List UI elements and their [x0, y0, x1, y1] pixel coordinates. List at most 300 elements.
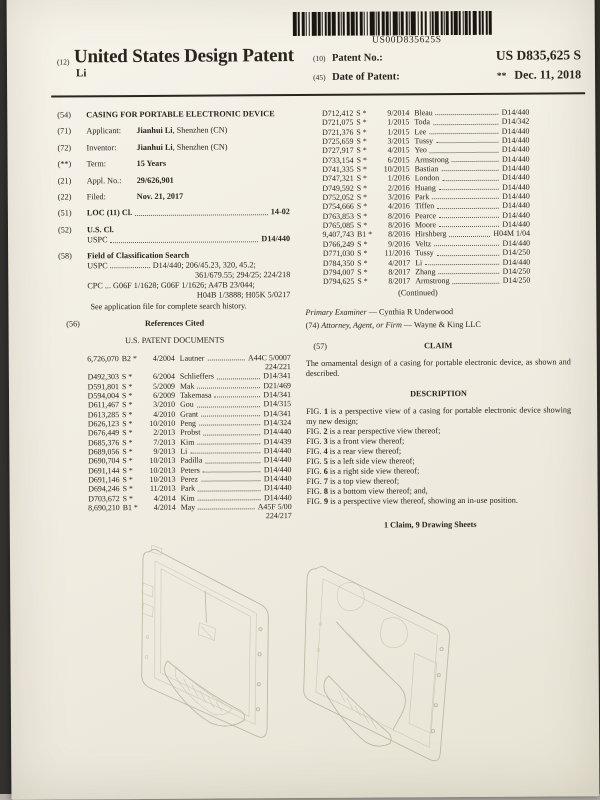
dot-leader — [198, 484, 261, 492]
ref-kind-code: S * — [122, 465, 133, 475]
fig-number: 6 — [323, 466, 328, 476]
uspc-label: USPC — [87, 234, 108, 245]
ref-patent-number: D694,246 — [88, 484, 120, 494]
claim-section — [306, 340, 571, 379]
fig-text: is a top view thereof; — [327, 475, 400, 486]
ref-kind-code: S * — [121, 381, 133, 391]
ref-patent-number: D752,052 — [322, 192, 354, 202]
ref-kind-code: S * — [356, 211, 368, 221]
fig-word: FIG. — [306, 476, 324, 486]
us-patent-documents-heading: U.S. PATENT DOCUMENTS — [125, 334, 225, 345]
ref-inventor-name: Mak — [179, 381, 195, 391]
ref-date: 4/2004 — [152, 353, 175, 363]
header-divider — [51, 92, 585, 97]
ref-classification: D14/440 — [263, 455, 292, 465]
references-cited-heading — [59, 318, 291, 329]
ref-date: 9/2014 — [387, 108, 410, 118]
dot-leader — [439, 211, 499, 219]
ref-patent-number: D691,144 — [88, 465, 120, 475]
fig-number: 1 — [323, 406, 329, 416]
ref-kind-code: S * — [357, 248, 368, 258]
search-line: CPC ... G06F 1/1628; G06F 1/1626; A47B 23/044; — [87, 280, 255, 291]
field-tag: (74) — [305, 320, 320, 330]
ref-patent-number: D721,075 — [321, 118, 354, 128]
dot-leader — [197, 437, 260, 445]
separator: — — [401, 319, 415, 329]
barcode-text: US00D835625S — [372, 35, 442, 46]
ref-classification: A44C 5/0007 — [247, 352, 291, 362]
loc-value: 14-02 — [270, 207, 290, 217]
ref-inventor-name: Hirshberg — [414, 229, 447, 239]
ref-inventor-name: Lautner — [179, 353, 205, 363]
ref-date: 1/2016 — [387, 173, 410, 183]
field-72-inventor — [57, 142, 289, 153]
ref-classification: D14/324 — [263, 417, 292, 428]
ref-patent-number: D766,249 — [322, 239, 355, 249]
ref-classification-continued: 224/221 — [264, 361, 291, 372]
ref-kind-code: S * — [356, 136, 367, 146]
dot-leader — [198, 502, 255, 510]
search-line: 361/679.55; 294/25; 224/218 — [194, 270, 291, 280]
ref-inventor-name: Zhang — [415, 267, 436, 277]
dot-leader — [207, 353, 245, 361]
ref-kind-code: S * — [122, 400, 133, 410]
field-tag: (52) — [57, 225, 72, 235]
ref-inventor-name: Tussy — [414, 136, 434, 146]
ref-date: 3/2010 — [153, 400, 176, 410]
ref-classification: D14/439 — [263, 436, 292, 446]
ref-kind-code: S * — [356, 108, 367, 118]
ref-kind-code: S * — [122, 484, 133, 494]
fig-word: FIG. — [306, 436, 324, 446]
page-header — [57, 44, 581, 89]
ref-patent-number: D747,321 — [322, 174, 354, 184]
ref-classification: D14/440 — [501, 107, 530, 117]
ref-classification: D14/440 — [263, 464, 292, 474]
examiner-name: Cynthia R Underwood — [378, 306, 454, 317]
claims-sheets-note: 1 Claim, 9 Drawing Sheets — [383, 519, 477, 530]
barcode-gap — [491, 11, 492, 35]
ref-classification: D14/250 — [502, 275, 531, 285]
ref-kind-code: B1 * — [357, 230, 373, 240]
ref-patent-number: D690,704 — [88, 456, 120, 466]
uspc-value: D14/440 — [261, 233, 291, 243]
patent-no-label: Patent No.: — [331, 52, 383, 64]
ref-date: 8/2016 — [388, 220, 410, 230]
ref-date: 10/2013 — [149, 465, 176, 475]
search-line: USPC .................... D14/440; 206/45.23, 320, 45.2; — [87, 260, 256, 271]
ref-classification: D14/341 — [263, 408, 292, 418]
ref-date: 8/2017 — [388, 267, 411, 277]
ref-date: 3/2015 — [387, 136, 410, 146]
header-patent-info — [313, 44, 581, 88]
two-column-body — [57, 100, 572, 532]
dot-leader — [201, 409, 260, 417]
figure-description-line — [306, 405, 571, 427]
applicant-label: Applicant: — [86, 126, 121, 136]
ref-kind-code: S * — [356, 174, 368, 184]
figure-2-drawing — [296, 563, 455, 778]
fig-word: FIG. — [306, 496, 324, 506]
ref-date: 4/2014 — [153, 502, 176, 512]
page-title: United States Design Patent — [73, 45, 294, 68]
field-tag: (57) — [313, 341, 328, 351]
dot-leader — [425, 257, 499, 265]
patent-number-row — [313, 47, 581, 65]
ref-date: 7/2013 — [153, 437, 176, 447]
ref-kind-code: S * — [356, 220, 368, 230]
ref-date: 1/2015 — [387, 117, 410, 127]
references-list-right — [304, 108, 530, 287]
ref-kind-code: S * — [122, 409, 133, 419]
dot-leader — [430, 145, 499, 153]
ref-inventor-name: Li — [415, 257, 423, 267]
dot-leader — [111, 234, 259, 243]
dot-leader — [199, 418, 261, 426]
ref-patent-number: D691,146 — [88, 475, 120, 485]
search-line: H04B 1/3888; H05K 5/0217 — [196, 290, 291, 300]
doc-type-tag: (12) — [56, 57, 70, 67]
description-section — [306, 388, 572, 507]
ref-date: 4/2016 — [387, 201, 410, 211]
ref-date: 10/2013 — [149, 474, 176, 484]
left-column — [57, 109, 292, 532]
claim-heading-row — [306, 340, 571, 352]
dot-leader — [437, 201, 499, 209]
figure-1-drawing — [131, 544, 274, 747]
ref-inventor-name: Bleau — [414, 108, 433, 118]
dot-leader — [437, 248, 500, 256]
dot-leader — [217, 371, 260, 379]
ref-kind-code: S * — [356, 192, 368, 202]
barcode — [293, 11, 521, 46]
ref-inventor-name: Grant — [180, 409, 199, 419]
ref-classification: D14/440 — [502, 173, 530, 183]
ref-patent-number: D733,154 — [322, 155, 354, 165]
ref-patent-number: D613,285 — [87, 409, 120, 419]
ref-kind-code: S * — [122, 456, 133, 466]
ref-classification: D14/440 — [501, 163, 530, 173]
ref-kind-code: S * — [356, 145, 367, 156]
figure-descriptions — [306, 405, 572, 507]
ref-kind-code: S * — [356, 164, 367, 174]
ref-kind-code: S * — [357, 276, 368, 286]
dot-leader — [442, 173, 499, 181]
filed-value: Nov. 21, 2017 — [136, 191, 184, 201]
ref-date: 9/2013 — [153, 446, 176, 456]
ref-inventor-name: Toda — [414, 117, 431, 127]
fig-number: 4 — [323, 446, 328, 456]
ref-kind-code: B2 * — [121, 353, 137, 363]
ref-patent-number: D594,004 — [87, 391, 120, 401]
ref-classification: D14/440 — [263, 492, 292, 502]
dot-leader — [436, 108, 499, 116]
ref-inventor-name: Kim — [180, 437, 195, 447]
ref-inventor-name: Peng — [180, 418, 196, 428]
fig-text: is a rear view thereof; — [327, 445, 402, 456]
fig-number: 2 — [323, 426, 328, 436]
dot-leader — [432, 192, 499, 200]
ref-kind-code: B1 * — [122, 503, 138, 513]
ref-kind-code: S * — [356, 183, 368, 193]
ref-classification: D14/440 — [501, 154, 530, 164]
patent-no-tag: (10) — [312, 53, 326, 63]
ref-kind-code: S * — [356, 202, 368, 212]
ref-kind-code: S * — [357, 267, 368, 277]
field-52-us-cl — [58, 224, 290, 245]
dot-leader — [434, 239, 499, 247]
ref-date: 11/2016 — [384, 248, 411, 258]
ref-inventor-name: Schlieffers — [179, 371, 214, 381]
fig-text: is a front view thereof; — [327, 435, 405, 446]
ref-date: 6/2009 — [153, 390, 176, 400]
ref-inventor-name: Tiffen — [414, 201, 435, 211]
ref-patent-number: D492,303 — [87, 372, 119, 382]
dot-leader — [205, 456, 260, 464]
field-tag: (51) — [57, 208, 72, 218]
applicant-name: Jianhui Li — [136, 126, 173, 136]
ref-patent-number: D741,335 — [322, 164, 354, 174]
ref-classification: D14/315 — [263, 399, 292, 409]
fig-text: is a rear perspective view thereof; — [327, 425, 441, 436]
ref-date: 4/2015 — [387, 145, 410, 155]
ref-inventor-name: Moore — [414, 220, 437, 230]
dot-leader — [452, 155, 499, 163]
ref-patent-number: D712,412 — [321, 108, 354, 118]
ref-inventor-name: Tussy — [415, 248, 434, 258]
ref-kind-code: S * — [122, 428, 133, 438]
fig-word: FIG. — [306, 446, 324, 456]
ref-kind-code: S * — [356, 127, 367, 137]
dot-leader — [135, 208, 268, 217]
field-58-search — [58, 250, 290, 312]
patent-date-row — [313, 67, 581, 84]
search-lines — [87, 260, 290, 312]
ref-inventor-name: Takemasa — [179, 390, 212, 400]
claim-heading: CLAIM — [424, 340, 453, 350]
ref-classification: D14/440 — [502, 257, 531, 267]
inventor-label: Inventor: — [86, 142, 117, 153]
appl-no-value: 29/626,901 — [136, 175, 174, 185]
field-tag: (72) — [57, 143, 72, 153]
field-21-appl-no — [58, 175, 290, 186]
ref-classification: A45F 5/00 — [257, 502, 292, 512]
ref-date: 10/2010 — [149, 418, 176, 428]
fig-word: FIG. — [306, 426, 324, 436]
right-column — [304, 107, 572, 530]
inventor-location: , Shenzhen (CN) — [172, 142, 228, 152]
ref-patent-number: 9,407,743 — [322, 230, 355, 240]
continued-note: (Continued) — [398, 287, 438, 297]
dot-leader — [214, 390, 260, 398]
ref-classification: D14/341 — [263, 389, 292, 400]
ref-kind-code: S * — [121, 390, 133, 400]
ref-classification: D14/440 — [502, 201, 530, 211]
claim-text: The ornamental design of a casing for portable electronic device, as shown and described. — [305, 356, 571, 378]
fig-text: is a right side view thereof; — [327, 465, 420, 476]
reference-row — [76, 502, 292, 513]
dot-leader — [441, 164, 499, 172]
date-tag: (45) — [313, 72, 326, 82]
search-label: Field of Classification Search — [87, 250, 190, 261]
ref-kind-code: S * — [121, 372, 133, 382]
ref-inventor-name: Li — [180, 446, 188, 456]
ref-kind-code: S * — [357, 239, 368, 249]
ref-inventor-name: Padilla — [180, 455, 203, 466]
field-54-title — [57, 109, 289, 120]
ref-date: 3/2016 — [387, 192, 410, 202]
dot-leader — [433, 117, 499, 125]
ref-kind-code: S * — [356, 155, 367, 165]
ref-patent-number: D703,672 — [88, 493, 120, 503]
ref-patent-number: D794,625 — [322, 276, 355, 287]
examiner-label: Primary Examiner — [305, 307, 367, 317]
ref-inventor-name: Veltz — [415, 239, 432, 249]
ref-classification: D14/440 — [502, 182, 530, 192]
ref-inventor-name: Pearce — [414, 210, 436, 221]
ref-date: 8/2016 — [387, 211, 410, 221]
ref-patent-number: D771,030 — [322, 248, 355, 259]
fig-word: FIG. — [306, 456, 324, 466]
ref-date: 10/2013 — [149, 456, 176, 466]
field-tag: (71) — [57, 126, 72, 136]
ref-patent-number: D591,801 — [87, 381, 119, 391]
ref-inventor-name: London — [414, 173, 440, 183]
dot-leader — [449, 229, 490, 237]
ref-date: 1/2015 — [387, 127, 410, 137]
reference-row — [75, 353, 291, 364]
ref-patent-number: D689,056 — [87, 447, 120, 457]
appl-no-label: Appl. No.: — [86, 175, 122, 185]
loc-label: LOC (11) Cl. — [86, 208, 133, 218]
fig-word: FIG. — [306, 466, 324, 476]
dot-leader — [190, 446, 260, 454]
fig-number: 7 — [323, 476, 328, 486]
dot-leader — [197, 381, 260, 389]
ref-kind-code: S * — [122, 418, 133, 429]
field-tag: (22) — [57, 192, 72, 202]
ref-kind-code: S * — [122, 493, 133, 503]
ref-date: 2/2013 — [153, 428, 176, 438]
invention-title: CASING FOR PORTABLE ELECTRONIC DEVICE — [86, 109, 275, 120]
ref-patent-number: D763,853 — [322, 211, 354, 221]
fig-word: FIG. — [306, 406, 325, 416]
ref-inventor-name: Armstrong — [414, 154, 449, 165]
references-cited-text: References Cited — [144, 318, 205, 328]
ref-classification: D14/440 — [501, 135, 530, 145]
date-label: Date of Patent: — [332, 71, 400, 83]
ref-date: 6/2015 — [387, 155, 410, 165]
dot-leader — [197, 399, 261, 407]
ref-inventor-name: Park — [414, 192, 430, 202]
ref-patent-number: D794,007 — [322, 267, 355, 277]
patent-date: Dec. 11, 2018 — [514, 67, 582, 82]
ref-inventor-name: Armstrong — [415, 276, 450, 286]
patent-page — [7, 0, 600, 800]
filed-label: Filed: — [86, 192, 106, 202]
ref-classification: D14/440 — [502, 210, 530, 220]
search-line: See application file for complete search history. — [90, 301, 247, 312]
applicant-location: , Shenzhen (CN) — [172, 125, 228, 136]
inventor-name: Jianhui Li — [136, 142, 173, 152]
ref-date: 11/2013 — [149, 484, 176, 494]
ref-classification: D14/440 — [502, 238, 531, 248]
dot-leader — [203, 465, 261, 473]
ref-date: 6/2004 — [152, 371, 175, 382]
references-list-left — [59, 353, 292, 523]
ref-patent-number: D611,467 — [87, 400, 120, 410]
field-tag: (21) — [57, 175, 72, 186]
ref-inventor-name: Peters — [180, 465, 200, 475]
ref-date: 4/2017 — [388, 257, 411, 267]
ref-patent-number: D754,666 — [322, 202, 354, 212]
fig-text: is a left side view thereof; — [327, 455, 415, 466]
ref-inventor-name: Probst — [180, 427, 201, 438]
ref-kind-code: S * — [122, 446, 133, 457]
ref-kind-code: S * — [122, 475, 133, 485]
ref-patent-number: D749,592 — [322, 183, 354, 193]
ref-patent-number: D727,917 — [322, 146, 354, 156]
ref-classification: D14/440 — [263, 427, 292, 437]
dot-leader — [439, 183, 499, 191]
fig-text: is a perspective view of a casing for portable electronic device showing my new design; — [306, 404, 572, 426]
field-term — [58, 158, 290, 169]
ref-date: 8/2017 — [388, 276, 411, 286]
field-tag: (54) — [57, 110, 71, 120]
ref-inventor-name: Perez — [180, 474, 199, 484]
ref-inventor-name: Kim — [180, 493, 195, 503]
date-prefix: ** — [496, 71, 507, 82]
ref-kind-code: S * — [357, 258, 368, 268]
ref-inventor-name: Yeo — [414, 145, 427, 155]
ref-patent-number: 8,690,210 — [88, 503, 120, 513]
ref-inventor-name: Park — [180, 483, 196, 494]
field-22-filed — [58, 191, 290, 202]
dot-leader — [203, 428, 260, 436]
dot-leader — [452, 276, 499, 284]
ref-patent-number: D626,123 — [87, 419, 120, 429]
ref-date: 10/2015 — [383, 164, 410, 174]
fig-word: FIG. — [306, 486, 324, 496]
ref-inventor-name: May — [180, 502, 196, 512]
fig-text: is a bottom view thereof; and, — [327, 485, 428, 496]
ref-classification: D14/250 — [502, 266, 531, 276]
dot-leader — [438, 267, 499, 275]
field-tag: (56) — [66, 318, 80, 328]
dot-leader — [439, 220, 499, 228]
fig-text: is a perspective view thereof, showing an in-use position. — [328, 495, 518, 506]
term-value: 15 Years — [136, 159, 167, 169]
barcode-bars-icon — [293, 11, 521, 36]
term-label: Term: — [86, 159, 107, 169]
ref-inventor-name: Lee — [414, 126, 427, 137]
dot-leader — [201, 474, 261, 482]
ref-date: 9/2016 — [388, 239, 411, 249]
header-title-block — [57, 46, 313, 90]
field-tag: (58) — [58, 251, 72, 261]
attorney-label: Attorney, Agent, or Firm — [321, 319, 402, 330]
fig-number: 3 — [323, 436, 328, 446]
ref-classification: D14/440 — [263, 474, 292, 484]
dot-leader — [436, 136, 499, 144]
ref-classification: D14/440 — [501, 126, 530, 136]
separator: — — [366, 307, 379, 317]
ref-date: 5/2009 — [152, 381, 175, 391]
description-heading: DESCRIPTION — [410, 388, 467, 398]
ref-kind-code: S * — [356, 117, 367, 128]
attorney-name: Wayne & King LLC — [413, 319, 481, 329]
fig-number: 9 — [323, 496, 329, 506]
